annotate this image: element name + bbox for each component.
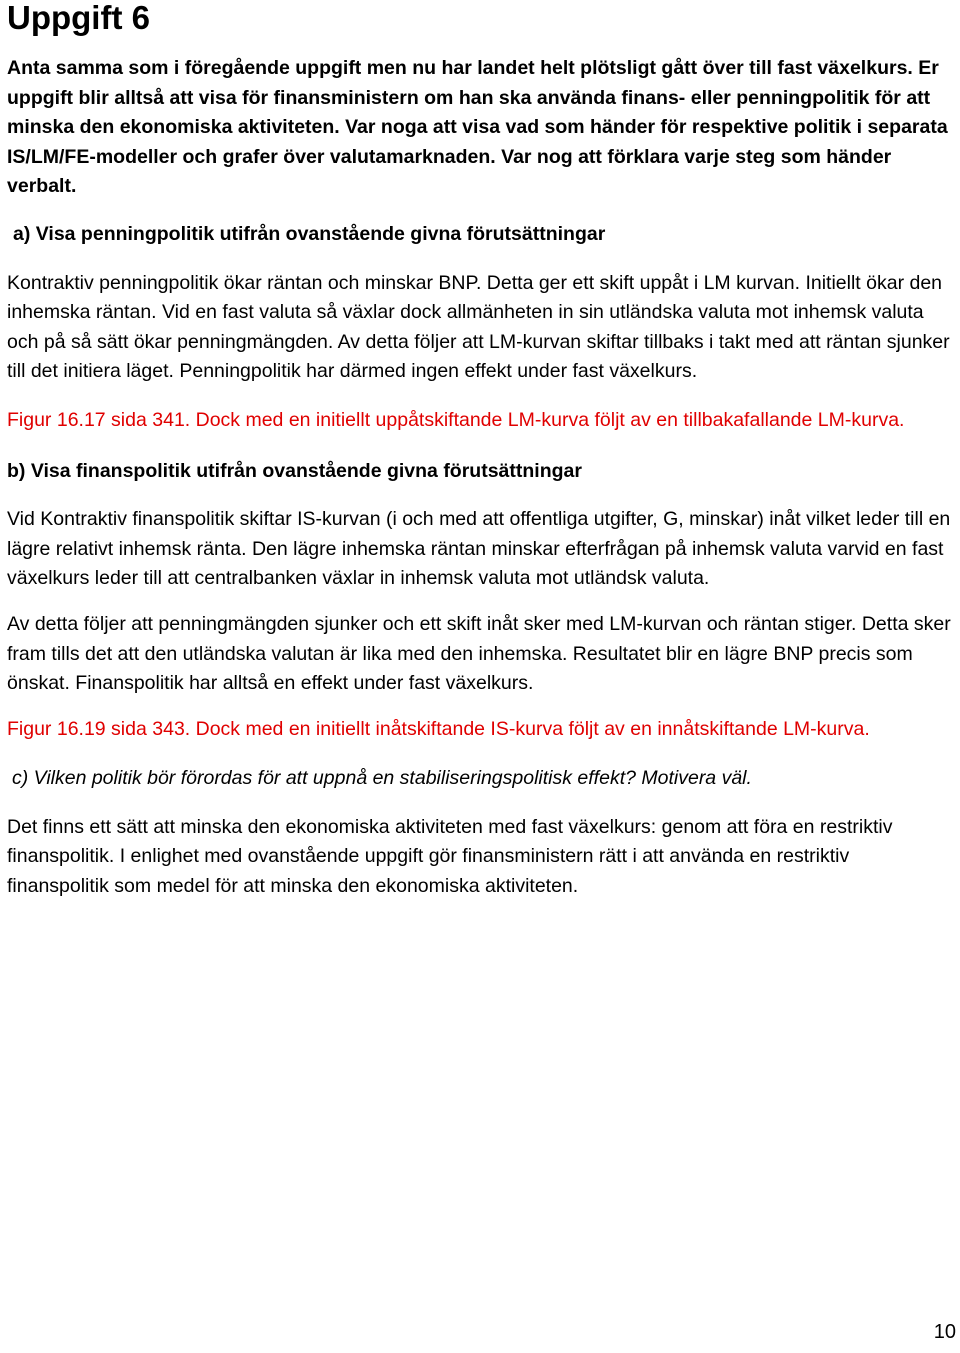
section-c-heading: c) Vilken politik bör förordas för att uppnå en stabiliseringspolitisk effekt? Motivera väl. — [12, 767, 752, 790]
section-b-paragraph-1: Vid Kontraktiv finanspolitik skiftar IS-kurvan (i och med att offentliga utgifter, G, minskar) inåt vilket leder till en lägre relativt inhemsk ränta. Den lägre inhemska räntan minskar efterfrågan på inhemsk valuta varvid en fast växelkurs leder till att centralbanken växlar in inhemsk valuta mot utländsk valuta. — [7, 508, 951, 590]
page-title: Uppgift 6 — [7, 0, 150, 36]
section-b-paragraph-2: Av detta följer att penningmängden sjunker och ett skift inåt sker med LM-kurvan och räntan stiger. Detta sker fram tills det att den utländska valutan är lika med den inhemska. Resultatet blir en lägre BNP precis som önskat. Finanspolitik har alltså en effekt under fast växelkurs. — [7, 612, 951, 695]
section-b-figure-note: Figur 16.19 sida 343. Dock med en initiellt inåtskiftande IS-kurva följt av en innåtskiftande LM-kurva. — [7, 717, 870, 740]
section-a-heading: a) Visa penningpolitik utifrån ovanstående givna förutsättningar — [13, 222, 606, 245]
section-b-heading: b) Visa finanspolitik utifrån ovanstående givna förutsättningar — [7, 459, 582, 482]
page-number: 10 — [933, 1321, 956, 1343]
document-page — [7, 0, 955, 902]
section-a-figure-note: Figur 16.17 sida 341. Dock med en initiellt uppåtskiftande LM-kurva följt av en tillbakafallande LM-kurva. — [7, 408, 905, 431]
task-intro: Anta samma som i föregående uppgift men nu har landet helt plötsligt gått över till fast växelkurs. Er uppgift blir alltså att visa för finansministern om han ska använda finans- eller penningpolitik för att minska den ekonomiska aktiviteten. Var noga att visa vad som händer för respektive politik i separata IS/LM/FE-modeller och grafer över valutamarknaden. Var nog att förklara varje steg som händer verbalt. — [7, 57, 948, 198]
section-c-paragraph: Det finns ett sätt att minska den ekonomiska aktiviteten med fast växelkurs: genom att föra en restriktiv finanspolitik. I enlighet med ovanstående uppgift gör finansministern rätt i att använda en restriktiv finanspolitik som medel för att minska den ekonomiska aktiviteten. — [7, 815, 893, 898]
section-a-paragraph: Kontraktiv penningpolitik ökar räntan och minskar BNP. Detta ger ett skift uppåt i LM kurvan. Initiellt ökar den inhemska räntan. Vid en fast valuta så växlar dock allmänheten in sin utländska valuta mot inhemsk valuta och på så sätt ökar penningmängden. Av detta följer att LM-kurvan skiftar tillbaks i takt med att räntan sjunker till det initiera läget. Penningpolitik har därmed ingen effekt under fast växelkurs. — [7, 271, 950, 383]
